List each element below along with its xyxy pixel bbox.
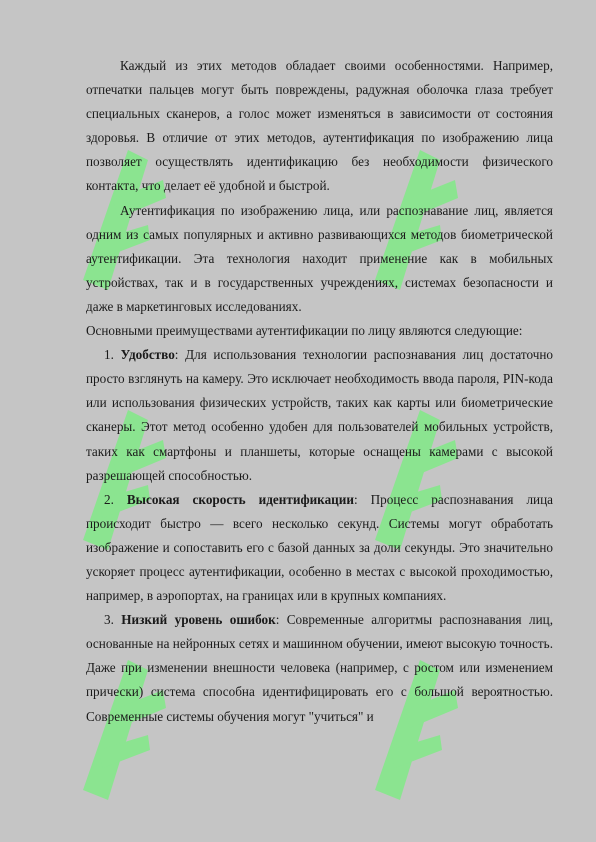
list-item (86, 488, 553, 608)
list-number: 1. (104, 347, 114, 363)
list-term: Низкий уровень ошибок (121, 612, 276, 628)
list-term: Удобство (120, 347, 175, 363)
list-text: : Процесс распознавания лица происходит быстро — всего несколько секунд. Системы могут обработать изображение и сопоставить его с базой данных за доли секунды. Это значительно ускоряет процесс аутентификации, особенно в местах с высокой проходимостью, например, в аэропортах, на границах или в крупных компаниях. (86, 491, 553, 604)
list-item (86, 343, 553, 488)
list-text: : Для использования технологии распознавания лиц достаточно просто взглянуть на камеру. Это исключает необходимость ввода пароля, PIN-кода или использования физических устройств, таких как карты или биометрические сканеры. Этот метод особенно удобен для пользователей мобильных устройств, таких как смартфоны и планшеты, которые оснащены камерами с высокой разрешающей способностью. (86, 347, 553, 483)
document-body (86, 54, 553, 729)
list-term: Высокая скорость идентификации (126, 491, 354, 507)
list-number: 3. (104, 612, 114, 628)
paragraph: Основными преимуществами аутентификации по лицу являются следующие: (86, 323, 523, 339)
list-item (86, 608, 553, 728)
list-text: : Современные алгоритмы распознавания лиц, основанные на нейронных сетях и машинном обучении, имеют высокую точность. Даже при изменении внешности человека (например, с ростом или изменением прически) система способна идентифицировать его с большой вероятностью. Современные системы обучения могут "учиться" и (86, 612, 553, 724)
paragraph: Аутентификация по изображению лица, или распознавание лиц, является одним из самых популярных и активно развивающихся методов биометрической аутентификации. Эта технология находит применение как в мобильных устройствах, так и в государственных учреждениях, системах безопасности и даже в маркетинговых исследованиях. (86, 202, 553, 314)
list-number: 2. (104, 491, 114, 507)
paragraph: Каждый из этих методов обладает своими особенностями. Например, отпечатки пальцев могут быть повреждены, радужная оболочка глаза требует специальных сканеров, а голос может изменяться в зависимости от состояния здоровья. В отличие от этих методов, аутентификация по изображению лица позволяет осуществлять идентификацию без необходимости физического контакта, что делает её удобной и быстрой. (86, 58, 553, 194)
